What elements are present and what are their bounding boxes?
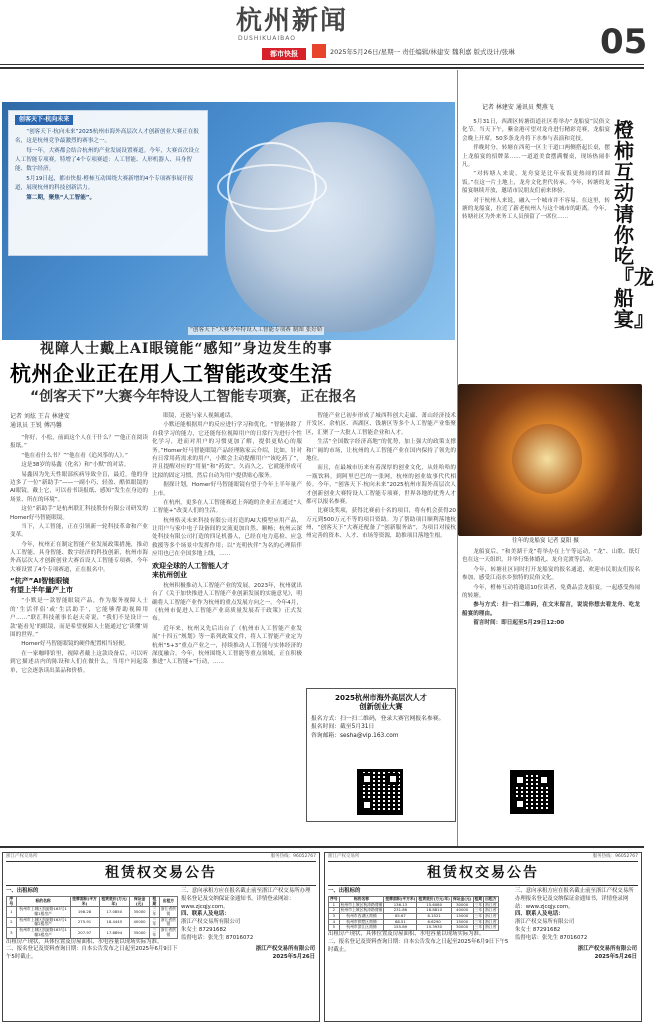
signup-method: 参与方式：扫一扫二维码，在文末留言，说说你想去看龙舟、吃龙船宴的理由。 [462,602,640,617]
article-byline: 记者 刘炫 王吉 林建安 通讯员 王锐 傅冯馨 [10,413,70,429]
section-title: 杭州新闻 [236,6,349,36]
table-row: 1 杭州市上城区秋涛路商铺 136.13 15.6080 30000 三年 浙江省 [329,902,499,908]
contest-signup-box [306,688,456,822]
lease-notice-ad-2: 浙江产权交易所 服务热线：96052767 租赁权交易公告 一、出租标的 序号 标的名称 挂牌面积(平方米) 租赁底价(万元/年) 保证金(元) 租期 出租方 1 杭州市上城区秋涛路商铺 136.13 15.6080 30000 三年 浙江省 2 杭州市上城区秋涛路商铺 231.86 18.8810 40000 三年 浙江省 3 杭州市西湖区商铺 85.67 8.1521 15000 三年 浙江省 4 杭州市拱墅区商铺 68.51 6.6290 15000 三年 浙江省 5 杭州市滨江区商铺 155.89 15.3930 30000 三年 浙江省 出租房产现状，具体位置及房屋面积、水电容量以现场实际为准。 二、报名登记及资料查询日期：自本公告发布之日起至2025年6月9日下午5时截止。 三、意向承租方应在报名截止前至浙江产权交易所办理报名登记及交纳保证金通知书，详情登录网站：www.zjcqjy.com。 四、联系人及电话： 浙江产权交易所有限公司 朱女士 87291682 监督电话：张先生 87016072 浙江产权交易所有限公司 2025年5月26日 [324,852,642,1022]
article-column-3: 智能产业已初步形成了城西科创大走廊、萧山经济技术开发区、余杭区、西湖区、钱塘区等多个人工智能产业集聚区，汇聚了一大批人工智能企业和人才。 生活“全国数字经济高地”的优势，加上强大的政策支撑和广阔的市场，让杭州的人工智能产业在国内保持了领先的地位。 而且，在最城市历来有着深厚的创业文化，从娃哈哈的一瓶饮料，到阿里巴巴的一张网，杭州的创业故事代代相传。今年，“创客天下·杭向未来”2025杭州市海外高层次人才创新创业大赛特设人工智能专项赛，世界各地的优秀人才都可以报名参赛。 比赛设奖项，获得比赛前十名的项目，将有机会获得20万元到500万元不等的项目资助。为了帮助项目顺利落地杭州，“创客天下”大赛还配备了“创新服务站”，为项目对接杭州完善的资本、人才、市场等资源，助推项目落地生根。 [306,413,456,540]
contest-details: 报名方式：扫一扫二维码，登录大赛官网报名参赛。 报名时间：截至5月31日 咨询邮箱：sesha@vip.163.com [311,715,445,740]
hero-illustration [2,102,455,340]
table-row: 4 杭州市拱墅区商铺 68.51 6.6290 15000 三年 浙江省 [329,919,499,925]
ad-title: 租赁权交易公告 [328,861,638,886]
lease-notice-ad-1: 浙江产权交易所 服务热线：96052767 租赁权交易公告 一、出租标的 序号 标的名称 挂牌面积(平方米) 租赁底价(万元/年) 保证金(元) 租期 出租方 1 杭州市上城区凯旋路163号1幢1楼房产 198.28 17.0850 35000 三年 浙江省供销 2 杭州市上城区凯旋路163号1幢2楼房产 275.91 18.4445 40000 三年 浙江省供销 3 杭州市上城区凯旋路163号1幢3楼房产 207.97 17.8894 35000 三年 浙江省供销 出租房产现状，具体位置及房屋面积、水电容量以现场实际为准。 二、报名登记及资料查询日期：自本公告发布之日起至2025年6月9日下午5时截止。 三、意向承租方应在报名截止前至浙江产权交易所办理报名登记及交纳保证金通知书，详情登录网站：www.zjcqjy.com。 四、联系人及电话： 浙江产权交易所有限公司 朱女士 87291682 监督电话：张先生 87016072 浙江产权交易所有限公司 2025年5月26日 [2,852,320,1022]
header-rule [0,64,644,65]
series-intro-text: “创客天下·杭向未来”2025杭州市海外高层次人才创新创业大赛正在报名，这是杭州竞争最激烈的赛事之一。 每一年，大赛都会结合杭州的产业发展设置赛道。今年，大赛首次设立人工智能专项赛，特增了4个专项赛道：人工智能、人形机器人、具身智能、数字经济。 5月19日起，都市快报·橙柿互动围绕大赛新增的4个专项赛事展开报道，展现杭州的科技创新活力。 第二期，聚焦“人工智能”。 [15,129,200,201]
lease-table: 序号 标的名称 挂牌面积(平方米) 租赁底价(万元/年) 保证金(元) 租期 出租方 1 杭州市上城区凯旋路163号1幢1楼房产 198.28 17.0850 35000 三年 浙江省供销 2 杭州市上城区凯旋路163号1幢2楼房产 275.91 18.4445 40000 三年 浙江省供销 3 杭州市上城区凯旋路163号1幢3楼房产 207.97 17.8894 35000 三年 浙江省供销 [6,896,178,939]
table-row: 2 杭州市上城区凯旋路163号1幢2楼房产 275.91 18.4445 40000 三年 浙江省供销 [7,917,178,927]
table-row: 5 杭州市滨江区商铺 155.89 15.3930 30000 三年 浙江省 [329,925,499,931]
main-headline: 杭州企业正在用人工智能改变生活 [10,362,333,386]
headline-subtitle: “创客天下”大赛今年特设人工智能专项赛，正在报名 [30,389,357,405]
paper-badge: 都市快报 [262,48,306,60]
table-row: 1 杭州市上城区凯旋路163号1幢1楼房产 198.28 17.0850 35000 三年 浙江省供销 [7,907,178,917]
sidebar-byline: 记者 林建安 通讯员 樊燕飞 [482,104,554,111]
ads-rule [0,846,644,848]
issue-info: 2025年5月26日/星期一 责任编辑/林建安 魏利嘉 版式设计/张琳 [330,48,515,56]
table-row: 2 杭州市上城区秋涛路商铺 231.86 18.8810 40000 三年 浙江省 [329,908,499,914]
series-tag: 创客天下·杭向未来 [15,115,73,125]
subheading-welcome-talent: 欢迎全球的人工智能人才 来杭州创业 [152,561,229,579]
contest-qr-code[interactable] [357,769,403,815]
feast-qr-code[interactable] [510,770,554,814]
headline-kicker: 视障人士戴上AI眼镜能“感知”身边发生的事 [40,341,333,357]
sidebar-text-1: 5月31日，西湖区转塘街道社区将举办“龙船宴”民俗文化节。当天下午，紫金港可望对龙舟进行精彩竞赛，龙船宴会晚上开席，50多条龙舟将下水参与表演和竞技。 伴晚时分，转塘在西苑一区主干道口两侧搭起长桌，摆上龙船宴的招牌菜……一道道美食摆满餐桌，现场热闹非凡。 “对转塘人来说，龙舟宴是比年夜饭更热闹的团圆饭。”在这一片土地上，龙舟文化世代传承。今年，转塘的龙船宴继续开放，邀请市民朋友们前来体验。 对于杭州人来说，融入一个城市并不容易。在这里，转塘的龙船宴，拉近了新老杭州人与这个城市的距离。今年，转塘社区为外来务工人员预留了一席位…… [462,119,610,221]
kuaibao-logo-icon [312,44,326,58]
lease-table: 序号 标的名称 挂牌面积(平方米) 租赁底价(万元/年) 保证金(元) 租期 出租方 1 杭州市上城区秋涛路商铺 136.13 15.6080 30000 三年 浙江省 2 杭州市上城区秋涛路商铺 231.86 18.8810 40000 三年 浙江省 3 杭州市西湖区商铺 85.67 8.1521 15000 三年 浙江省 4 杭州市拱墅区商铺 68.51 6.6290 15000 三年 浙江省 5 杭州市滨江区商铺 155.89 15.3930 30000 三年 浙江省 [330,895,497,930]
sidebar-vertical-title: 橙柿互动请你吃『龙船宴』 [614,118,654,331]
sidebar-text-2: 龙船宴后，“和美湖干龙”将举办在上午等运动，“龙”、山歌、纸灯也在这一天组织，并举行集体婚礼、龙舟竞渡等活动。 今年，转塘社区同时打开龙船宴的报名通道，欢迎市民朋友们报名参加，感受江南水乡独特的民俗文化。 今年，橙柿互动将邀请10位读者，免费品尝龙船宴，一起感受热闹的转塘。 参与方式：扫一扫二维码，在文末留言，说说你想去看龙舟、吃龙船宴的理由。 留言时间：即日起至5月29日12:00 [462,549,640,627]
contest-title: 2025杭州市海外高层次人才 创新创业大赛 [335,693,427,712]
table-row: 3 杭州市上城区凯旋路163号1幢3楼房产 207.97 17.8894 35000 三年 浙江省供销 [7,928,178,938]
page-number: 05 [600,22,648,62]
subheading-ai-glasses: “杭产”AI智能眼镜 有望上半年量产上市 [10,577,73,595]
series-intro-box [8,110,208,256]
masthead-pinyin: DUSHIKUAIBAO [238,35,296,42]
hero-caption: “创客天下”大赛今年特设人工智能专项赛 制图 张好娇 [190,327,323,333]
dragon-boat-feast-photo [458,384,642,536]
table-row: 3 杭州市西湖区商铺 85.67 8.1521 15000 三年 浙江省 [329,913,499,919]
article-column-1: 记者 刘炫 王吉 林建安 通讯员 王锐 傅冯馨 “你好，小松，前面这个人在干什么？”“他正在阅读报纸。” “他在看什么书？”“他在看《追风筝的人》。” 这是38岁的易鑫（化名）和“小默”的对话。 易鑫因为先天性眼部疾病导致全盲，最近，他的身边多了一位“新助手”——一副小巧、轻盈、酷似眼镜的AI眼镜。戴上它，可以看书读报纸、感知“发生在身边的场景、所在的环境”。 这位“新助手”是杭州联汇科技股份有限公司研发的Homer好马智能眼镜。 当下，人工智能，正在引领新一轮科技革命和产业变革。 今年，杭州正在制定智能产业发展政策措施，推动人工智能、具身智能、数字经济的科技创新，杭州市海外高层次人才创新创业大赛首设人工智能专项赛，今年大赛设置了4个专项赛道，正在报名中。 “杭产”AI智能眼镜 有望上半年量产上市 “小默是一款智能眼镜产品，作为服务视障人士的‘生活伴侣’或‘生活助手’，它能够帮助视障用户……”联汇科技董事长赵天奇说，“我们不是设计一款‘能看见’的眼镜，而是希望视障人士能通过它‘读懂’周围的世界。” Homer好马智能眼镜的硬件配置相当轻便。 在一家咖啡馆里，视障者戴上这款设备后，可以听到它描述店内的陈设和人们在做什么，当用户问起菜单，它会逐条读出菜品和价格。 [10,413,148,674]
photo-caption: 往年的龙船宴 记者 夏阳 摄 [512,538,579,544]
signup-deadline: 留言时间：即日起至5月29日12:00 [473,620,565,627]
ad-title: 租赁权交易公告 [6,861,316,886]
header-rule-thick [0,67,644,69]
atom-orbit-graphic [217,164,327,210]
article-column-2: 眼镜，还能与家人视频通话。 小默还能根据用户的反应进行学习和优化。“智能体除了自我学习的能力，它还能每位视障用户的日常行为进行个性化学习，进而对用户的习惯更加了解，提供更贴心的服务。”Homer好马智能眼镜产品经理陈家云介绍，比如，针对有日常用药需求的用户，小默会主动提醒用户“该吃药了”，并且提醒对应的“用量”和“药效”，久而久之，它就能形成可比拟的固定习惯，然后自动为用户提供贴心服务。 据探计划，Homer好马智能眼镜有望于今年上半年量产上市。 在杭州，更多在人工智能赛道上奔跑的企业正在通过“人工智能+”改变人们的生活。 杭州格灵未来科技有限公司打造的AI大模型应用产品，让用户与家中电子设备间的交流更加自然、顺畅；杭州云深处科技有限公司打造的四足机器人，已经在电力巡检、应急救援等多个场景中发挥作用；以“光明伙伴”为名的心理陪伴应用也已在全国多地上线，…… 欢迎全球的人工智能人才 来杭州创业 杭州积极推动人工智能产业的发展。2023年，杭州就出台了《关于加快推进人工智能产业创新发展的实施意见》，明确将人工智能产业作为杭州的重点发展方向之一。今年4月，《杭州市促进人工智能产业高质量发展若干政策》正式发布。 近年来，杭州又先后出台了《杭州市人工智能产业发展“十四五”规划》等一系列政策文件，将人工智能产业定为杭州“5+3”重点产业之一，持续推动人工智能与实体经济的深度融合。今年，杭州围绕人工智能等重点领域，正在积极推进“人工智能+”行动，…… [152,413,302,666]
